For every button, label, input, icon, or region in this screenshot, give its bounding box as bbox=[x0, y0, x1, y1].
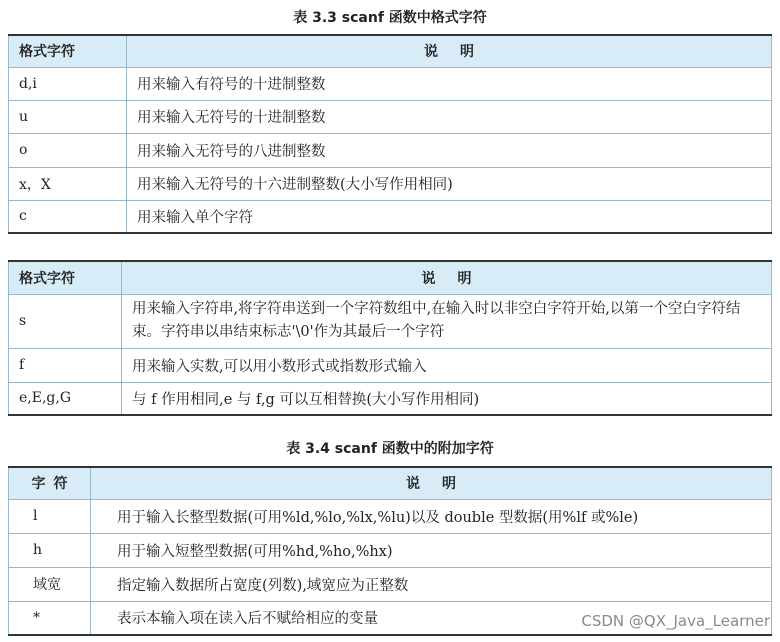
table-header-row bbox=[9, 35, 772, 67]
table-3-3-caption: 表 3.3 scanf 函数中格式字符 bbox=[293, 10, 487, 26]
table-3-4-caption: 表 3.4 scanf 函数中的附加字符 bbox=[286, 441, 494, 457]
cell-char: l bbox=[9, 499, 91, 533]
cell-desc: 用于输入长整型数据(可用%ld,%lo,%lx,%lu)以及 double 型数据(用%lf 或%le) bbox=[91, 499, 772, 533]
cell-desc: 用来输入无符号的十六进制整数(大小写作用相同) bbox=[127, 167, 772, 200]
cell-char: u bbox=[9, 100, 127, 133]
cell-char: c bbox=[9, 200, 127, 233]
header-char: 字符 bbox=[9, 467, 91, 499]
format-char-table-2 bbox=[8, 260, 772, 416]
header-format-char: 格式字符 bbox=[9, 35, 127, 67]
cell-desc: 用来输入无符号的八进制整数 bbox=[127, 133, 772, 167]
table-row bbox=[9, 200, 772, 233]
cell-desc: 用来输入实数,可以用小数形式或指数形式输入 bbox=[122, 348, 772, 382]
table-row bbox=[9, 100, 772, 133]
watermark-text: CSDN @QX_Java_Learner bbox=[581, 612, 770, 630]
table-header-row bbox=[9, 261, 772, 294]
cell-char: * bbox=[9, 601, 91, 635]
modifier-char-table bbox=[8, 466, 772, 636]
cell-char: x，X bbox=[9, 167, 127, 200]
cell-desc: 用于输入短整型数据(可用%hd,%ho,%hx) bbox=[91, 533, 772, 567]
cell-desc: 指定输入数据所占宽度(列数),域宽应为正整数 bbox=[91, 567, 772, 601]
format-char-table-1 bbox=[8, 34, 772, 234]
cell-desc: 用来输入无符号的十进制整数 bbox=[127, 100, 772, 133]
table-row bbox=[9, 67, 772, 100]
header-format-char: 格式字符 bbox=[9, 261, 122, 294]
cell-desc: 表示本输入项在读入后不赋给相应的变量 bbox=[91, 601, 772, 635]
cell-char: h bbox=[9, 533, 91, 567]
table-row bbox=[9, 294, 772, 348]
table-row bbox=[9, 133, 772, 167]
table-row bbox=[9, 567, 772, 601]
cell-desc: 与 f 作用相同,e 与 f,g 可以互相替换(大小写作用相同) bbox=[122, 382, 772, 415]
header-description: 说明 bbox=[122, 261, 772, 294]
cell-char: e,E,g,G bbox=[9, 382, 122, 415]
cell-char: d,i bbox=[9, 67, 127, 100]
table-row bbox=[9, 499, 772, 533]
header-description: 说明 bbox=[127, 35, 772, 67]
cell-desc: 用来输入单个字符 bbox=[127, 200, 772, 233]
table-row bbox=[9, 348, 772, 382]
cell-char: 域宽 bbox=[9, 567, 91, 601]
cell-char: s bbox=[9, 294, 122, 348]
table-row bbox=[9, 382, 772, 415]
table-header-row bbox=[9, 467, 772, 499]
cell-desc: 用来输入字符串,将字符串送到一个字符数组中,在输入时以非空白字符开始,以第一个空白字符结束。字符串以串结束标志'\0'作为其最后一个字符 bbox=[122, 294, 772, 348]
table-row bbox=[9, 533, 772, 567]
table-row bbox=[9, 167, 772, 200]
cell-desc: 用来输入有符号的十进制整数 bbox=[127, 67, 772, 100]
cell-char: f bbox=[9, 348, 122, 382]
cell-char: o bbox=[9, 133, 127, 167]
header-description: 说明 bbox=[91, 467, 772, 499]
